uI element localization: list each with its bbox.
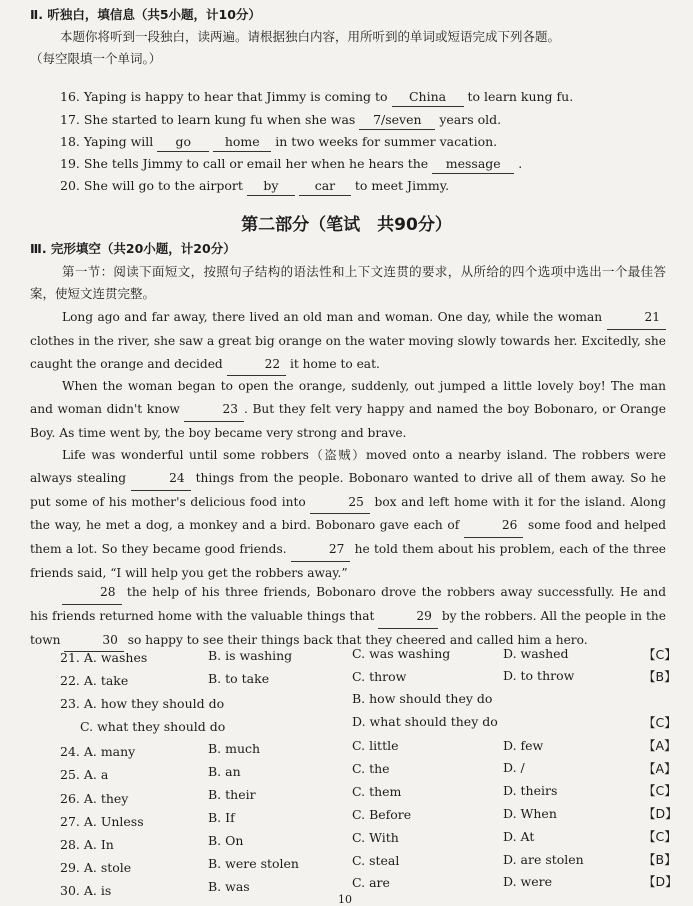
- cloze-blank-26: 26: [464, 514, 524, 538]
- option-d: D. few: [503, 738, 544, 753]
- option-a: 23. A. how they should do: [60, 696, 225, 711]
- option-b: B. their: [208, 787, 256, 802]
- section3-heading: Ⅲ. 完形填空（共20小题，计20分）: [30, 241, 236, 256]
- cloze-blank-24: 24: [131, 467, 191, 491]
- option-c: C. was washing: [352, 646, 451, 661]
- option-d: D. At: [503, 829, 535, 844]
- cloze-blank-30: 30: [64, 629, 124, 653]
- answer-key: 【C】: [643, 715, 677, 730]
- passage-paragraph-4: 28 the help of his three friends, Bobonaro drove the robbers away successfully. He and his friends returned home with the valuable things that 29 by the robbers. All the people in the town 30 so happy to see their things back that they cheered and called him a hero.: [30, 581, 666, 652]
- answer-blank: 7/seven: [359, 111, 435, 130]
- option-a: 29. A. stole: [60, 860, 132, 875]
- answer-key: 【A】: [643, 761, 677, 776]
- section3-instructions: 第一节：阅读下面短文，按照句子结构的语法性和上下文连贯的要求，从所给的四个选项中选出一个最佳答案，使短文连贯完整。: [30, 264, 666, 301]
- option-d: D. were: [503, 874, 552, 889]
- option-d: D. theirs: [503, 783, 558, 798]
- page-number: 10: [338, 893, 352, 906]
- cloze-blank-23: 23: [184, 398, 244, 422]
- cloze-blank-21: 21: [607, 306, 667, 330]
- option-d: D. /: [503, 760, 525, 775]
- option-d: D. what should they do: [352, 714, 498, 729]
- option-b: B. If: [208, 810, 235, 825]
- option-c: C. steal: [352, 853, 400, 868]
- answer-blank: message: [432, 155, 514, 174]
- option-a: 25. A. a: [60, 767, 109, 782]
- option-d: D. washed: [503, 646, 569, 661]
- answer-key: 【C】: [643, 647, 677, 662]
- option-b: B. how should they do: [352, 691, 493, 706]
- answer-key: 【D】: [643, 806, 678, 821]
- option-b: B. to take: [208, 671, 270, 686]
- question-17: 17. She started to learn kung fu when she was 7/seven years old.: [60, 111, 669, 130]
- option-d: D. are stolen: [503, 852, 584, 867]
- section2-instructions: 本题你将听到一段独白，读两遍。请根据独白内容，用所听到的单词或短语完成下列各题。: [60, 29, 561, 44]
- answer-blank: car: [299, 177, 351, 196]
- answer-key: 【B】: [643, 669, 677, 684]
- option-c: C. With: [352, 830, 399, 845]
- answer-blank: home: [213, 133, 271, 152]
- answer-key: 【C】: [643, 783, 677, 798]
- passage-paragraph-2: When the woman began to open the orange, suddenly, out jumped a little lovely boy! The man and woman didn't know 23 . But they felt very happy and named the boy Bobonaro, or Orange Boy. As time went by, the boy became very strong and brave.: [30, 379, 666, 440]
- option-d: D. When: [503, 806, 557, 821]
- option-c: C. are: [352, 875, 390, 890]
- answer-blank: China: [392, 88, 464, 107]
- option-b: B. an: [208, 764, 241, 779]
- question-20: 20. She will go to the airport by car to meet Jimmy.: [60, 177, 669, 196]
- part2-title: 第二部分（笔试 共90分）: [241, 215, 452, 235]
- question-18: 18. Yaping will go home in two weeks for summer vacation.: [60, 133, 669, 152]
- option-a: 26. A. they: [60, 791, 129, 806]
- cloze-blank-22: 22: [227, 353, 287, 377]
- answer-key: 【D】: [643, 874, 678, 889]
- cloze-blank-25: 25: [310, 491, 370, 515]
- section2-heading: Ⅱ. 听独白，填信息（共5小题，计10分）: [30, 7, 261, 22]
- question-16: 16. Yaping is happy to hear that Jimmy is coming to China to learn kung fu.: [60, 88, 669, 107]
- option-a: 21. A. washes: [60, 650, 148, 665]
- answer-key: 【A】: [643, 738, 677, 753]
- answer-key: 【B】: [643, 852, 677, 867]
- option-c: C. what they should do: [80, 719, 226, 734]
- answer-blank: by: [247, 177, 295, 196]
- option-b: B. much: [208, 741, 261, 756]
- section2-note: （每空限填一个单词。）: [30, 51, 162, 66]
- option-b: B. On: [208, 833, 244, 848]
- option-a: 27. A. Unless: [60, 814, 144, 829]
- option-d: D. to throw: [503, 668, 575, 683]
- option-c: C. little: [352, 738, 399, 753]
- option-a: 30. A. is: [60, 883, 112, 898]
- passage-paragraph-1: Long ago and far away, there lived an old man and woman. One day, while the woman 21 clothes in the river, she saw a great big orange on the water moving slowly towards her. Excitedly, she caught the orange and decided 22 it home to eat.: [30, 306, 666, 376]
- option-c: C. Before: [352, 807, 412, 822]
- option-a: 24. A. many: [60, 744, 136, 759]
- option-a: 28. A. In: [60, 837, 114, 852]
- option-c: C. the: [352, 761, 390, 776]
- option-c: C. throw: [352, 669, 407, 684]
- option-c: C. them: [352, 784, 402, 799]
- cloze-blank-29: 29: [378, 605, 438, 629]
- passage-paragraph-3: Life was wonderful until some robbers（盗贼）moved onto a nearby island. The robbers were always stealing 24 things from the people. Bobonaro wanted to drive all of them away. So he put some of his mother's delicious food into 25 box and left home with it for the island. Along the way, he met a dog, a monkey and a bird. Bobonaro gave each of 26 some food and helped them a lot. So they became good friends. 27 he told them about his problem, each of the three friends said, “I will help you get the robbers away.”: [30, 448, 667, 580]
- option-b: B. was: [208, 879, 250, 894]
- question-19: 19. She tells Jimmy to call or email her when he hears the message .: [60, 155, 669, 174]
- option-a: 22. A. take: [60, 673, 129, 688]
- answer-key: 【C】: [643, 829, 677, 844]
- option-b: B. were stolen: [208, 856, 299, 871]
- cloze-blank-28: 28: [62, 581, 122, 605]
- cloze-blank-27: 27: [291, 538, 351, 562]
- answer-blank: go: [157, 133, 209, 152]
- option-b: B. is washing: [208, 648, 293, 663]
